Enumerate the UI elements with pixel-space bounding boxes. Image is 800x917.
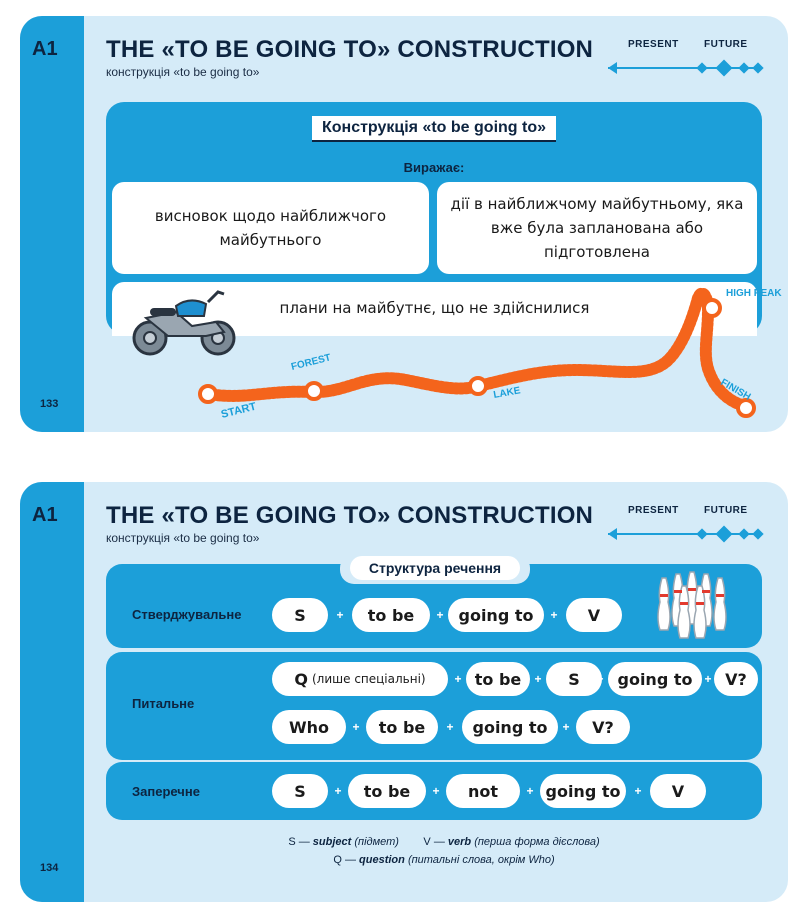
bowling-pins-icon: [652, 568, 732, 644]
timeline-marker-icon: [752, 528, 763, 539]
route-point-forest: [306, 383, 322, 399]
legend-line-2: Q — question (питальні слова, окрім Who): [333, 854, 555, 866]
pill-verb: V: [650, 774, 706, 808]
structure-title: Структура речення: [350, 556, 520, 580]
card-page-133: [20, 16, 788, 432]
usage-box-conclusion: висновок щодо найближчого майбутнього: [112, 182, 429, 274]
plus-sign: +: [432, 784, 440, 798]
pill-to-be: to be: [352, 598, 430, 632]
card-page-134: [20, 482, 788, 902]
plus-sign: +: [562, 720, 570, 734]
interrogative-label: Питальне: [132, 696, 195, 711]
panel-title: Конструкція «to be going to»: [312, 116, 556, 142]
timeline-line: [608, 67, 758, 69]
pill-subject: S: [272, 598, 328, 632]
timeline-line: [608, 533, 758, 535]
timeline-present-label: PRESENT: [628, 505, 679, 516]
pill-verb-question: V?: [576, 710, 630, 744]
pill-verb-question: V?: [714, 662, 758, 696]
page-number: 133: [40, 398, 59, 410]
pill-question-note: (лише спеціальні): [311, 672, 426, 686]
timeline-marker-icon: [716, 60, 733, 77]
motorcycle-icon: [134, 292, 234, 354]
route-label-lake: LAKE: [492, 385, 522, 401]
expresses-label: Виражає:: [403, 160, 465, 175]
timeline-marker-icon: [738, 528, 749, 539]
route-label-forest: FOREST: [290, 352, 333, 373]
negative-label: Заперечне: [132, 784, 200, 799]
card-title: THE «TO BE GOING TO» CONSTRUCTION: [106, 502, 594, 529]
pill-to-be: to be: [348, 774, 426, 808]
pill-not: not: [446, 774, 520, 808]
route-label-finish: FINISH: [718, 377, 753, 403]
timeline-marker-icon: [716, 526, 733, 543]
plus-sign: +: [336, 608, 344, 622]
usage-box-planned-action: дії в найближчому майбутньому, яка вже була запланована або підготовлена: [437, 182, 757, 274]
plus-sign: +: [634, 784, 642, 798]
plus-sign: +: [534, 672, 542, 686]
plus-sign: +: [550, 608, 558, 622]
plus-sign: +: [454, 672, 462, 686]
card-title: THE «TO BE GOING TO» CONSTRUCTION: [106, 36, 594, 63]
timeline-marker-icon: [738, 62, 749, 73]
pill-subject: S: [272, 774, 328, 808]
timeline-arrow-icon: [608, 62, 617, 74]
timeline-arrow-icon: [608, 528, 617, 540]
pill-going-to: going to: [540, 774, 626, 808]
pill-to-be: to be: [466, 662, 530, 696]
card-subtitle: конструкція «to be going to»: [106, 531, 260, 545]
pill-to-be: to be: [366, 710, 438, 744]
timeline-marker-icon: [696, 62, 707, 73]
level-badge: A1: [32, 38, 58, 60]
route-label-peak: HIGH PEAK: [726, 288, 782, 299]
pill-going-to: going to: [448, 598, 544, 632]
card-spine: [20, 16, 84, 432]
route-label-start: START: [219, 400, 258, 421]
route-point-peak: [704, 300, 720, 316]
pill-verb: V: [566, 598, 622, 632]
route-illustration: [106, 266, 786, 426]
plus-sign: +: [436, 608, 444, 622]
plus-sign: +: [596, 672, 604, 686]
route-point-start: [200, 386, 216, 402]
pill-question-key: Q: [294, 669, 308, 689]
timeline-marker-icon: [696, 528, 707, 539]
plus-sign: +: [526, 784, 534, 798]
timeline-marker-icon: [752, 62, 763, 73]
timeline-future-label: FUTURE: [704, 505, 748, 516]
pill-subject: S: [546, 662, 602, 696]
legend-line-1: S — subject (підмет) V — verb (перша форма дієслова): [288, 836, 600, 848]
pill-question-word: [272, 662, 448, 696]
card-subtitle: конструкція «to be going to»: [106, 65, 260, 79]
affirmative-label: Стверджувальне: [132, 607, 242, 622]
page-number: 134: [40, 862, 59, 874]
pill-going-to: going to: [462, 710, 558, 744]
pill-who: Who: [272, 710, 346, 744]
plus-sign: +: [446, 720, 454, 734]
plus-sign: +: [704, 672, 712, 686]
level-badge: A1: [32, 504, 58, 526]
pill-going-to: going to: [608, 662, 702, 696]
timeline-future-label: FUTURE: [704, 39, 748, 50]
usage-box-unfulfilled-plans: плани на майбутнє, що не здійснилися: [112, 282, 757, 336]
plus-sign: +: [334, 784, 342, 798]
timeline-present-label: PRESENT: [628, 39, 679, 50]
route-point-lake: [470, 378, 486, 394]
plus-sign: +: [352, 720, 360, 734]
